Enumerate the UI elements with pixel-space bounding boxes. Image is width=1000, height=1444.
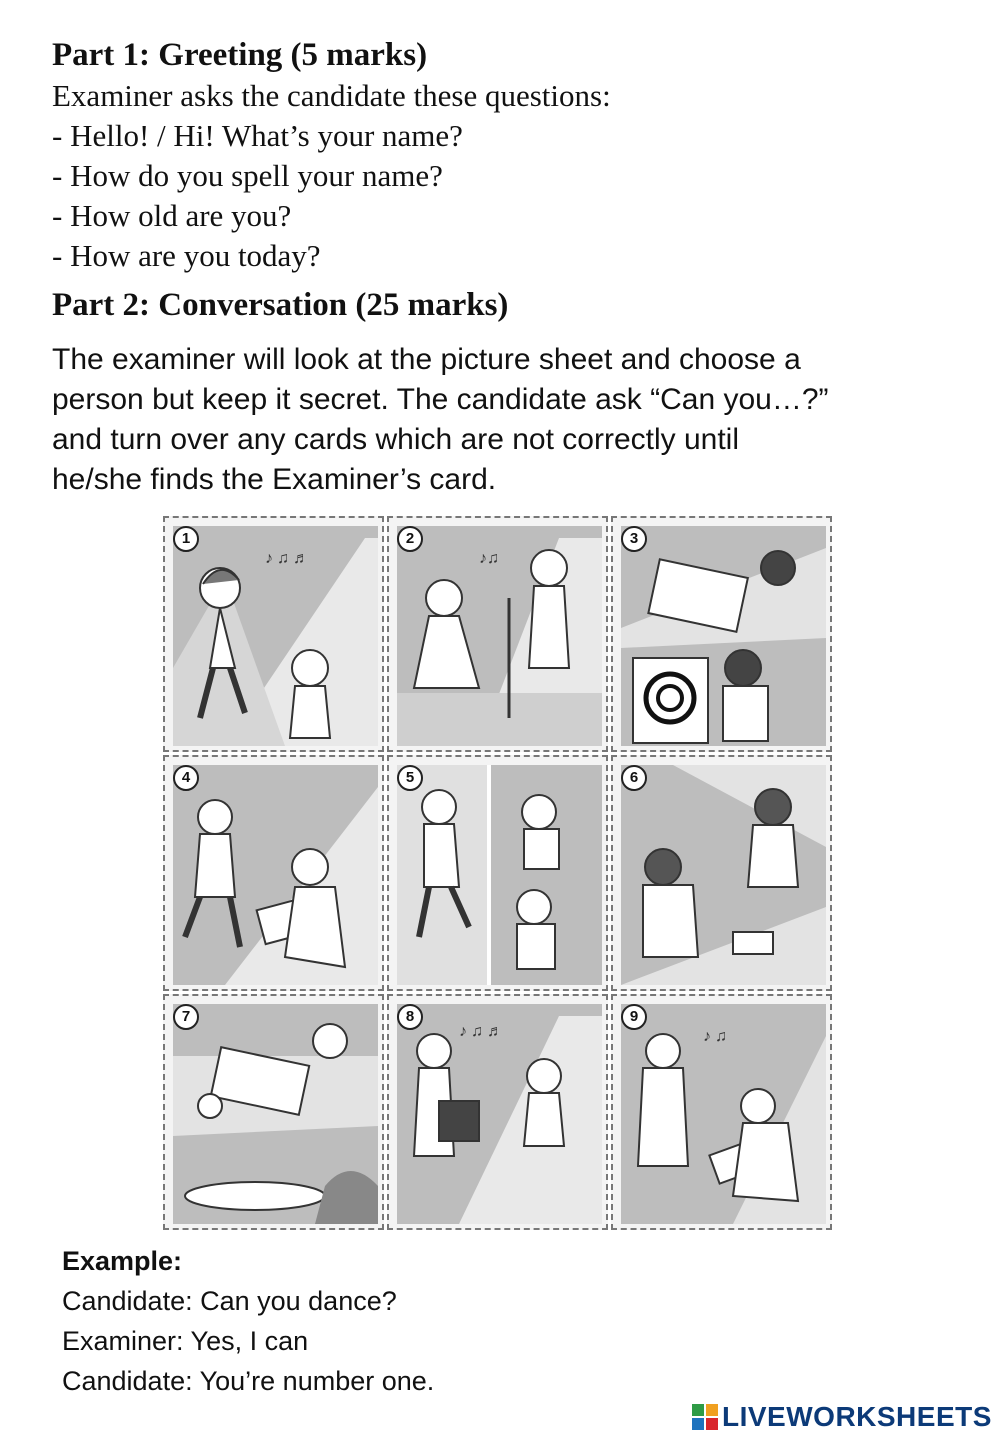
card-illustration bbox=[165, 757, 384, 991]
picture-card-grid bbox=[163, 516, 833, 1230]
svg-text:♪ ♫: ♪ ♫ bbox=[703, 1028, 727, 1045]
instruction-line: The examiner will look at the picture sheet and choose a bbox=[52, 343, 801, 376]
card-number: 8 bbox=[397, 1004, 423, 1030]
picture-card[interactable] bbox=[387, 516, 608, 752]
part1-intro: Examiner asks the candidate these questions: bbox=[52, 78, 611, 113]
question-item: - How do you spell your name? bbox=[52, 158, 443, 193]
liveworksheets-logo bbox=[692, 1400, 992, 1434]
card-illustration bbox=[613, 518, 832, 752]
card-number: 6 bbox=[621, 765, 647, 791]
card-number: 5 bbox=[397, 765, 423, 791]
question-item: - How are you today? bbox=[52, 238, 321, 273]
card-number: 1 bbox=[173, 526, 199, 552]
instruction-line: and turn over any cards which are not correctly until bbox=[52, 423, 739, 456]
card-illustration bbox=[613, 996, 832, 1230]
question-item: - How old are you? bbox=[52, 198, 292, 233]
card-illustration bbox=[165, 996, 384, 1230]
card-illustration bbox=[389, 996, 608, 1230]
picture-card[interactable] bbox=[163, 516, 384, 752]
card-number: 2 bbox=[397, 526, 423, 552]
card-illustration bbox=[389, 518, 608, 752]
card-number: 3 bbox=[621, 526, 647, 552]
picture-card[interactable] bbox=[611, 994, 832, 1230]
part2-instructions bbox=[52, 340, 952, 500]
picture-card[interactable] bbox=[163, 994, 384, 1230]
instruction-line: person but keep it secret. The candidate ask “Can you…?” bbox=[52, 383, 829, 416]
svg-text:♪♫: ♪♫ bbox=[479, 550, 499, 567]
card-number: 9 bbox=[621, 1004, 647, 1030]
example-line: Candidate: You’re number one. bbox=[62, 1366, 435, 1396]
part1-title: Part 1: Greeting (5 marks) bbox=[52, 37, 428, 73]
card-number: 7 bbox=[173, 1004, 199, 1030]
card-illustration bbox=[165, 518, 384, 752]
logo-mark-icon bbox=[692, 1404, 718, 1430]
part2-title: Part 2: Conversation (25 marks) bbox=[52, 287, 509, 323]
logo-text: LIVEWORKSHEETS bbox=[722, 1401, 992, 1432]
card-illustration bbox=[613, 757, 832, 991]
picture-card[interactable] bbox=[611, 516, 832, 752]
picture-card[interactable] bbox=[387, 755, 608, 991]
example-line: Examiner: Yes, I can bbox=[62, 1326, 309, 1356]
card-number: 4 bbox=[173, 765, 199, 791]
picture-card[interactable] bbox=[611, 755, 832, 991]
example-line: Candidate: Can you dance? bbox=[62, 1286, 397, 1316]
question-item: - Hello! / Hi! What’s your name? bbox=[52, 118, 463, 153]
instruction-line: he/she finds the Examiner’s card. bbox=[52, 463, 497, 496]
svg-text:♪ ♫ ♬: ♪ ♫ ♬ bbox=[265, 550, 309, 567]
svg-text:♪ ♫ ♬: ♪ ♫ ♬ bbox=[459, 1023, 503, 1040]
card-illustration bbox=[389, 757, 608, 991]
picture-card[interactable] bbox=[163, 755, 384, 991]
picture-card[interactable] bbox=[387, 994, 608, 1230]
example-heading: Example: bbox=[62, 1246, 183, 1276]
